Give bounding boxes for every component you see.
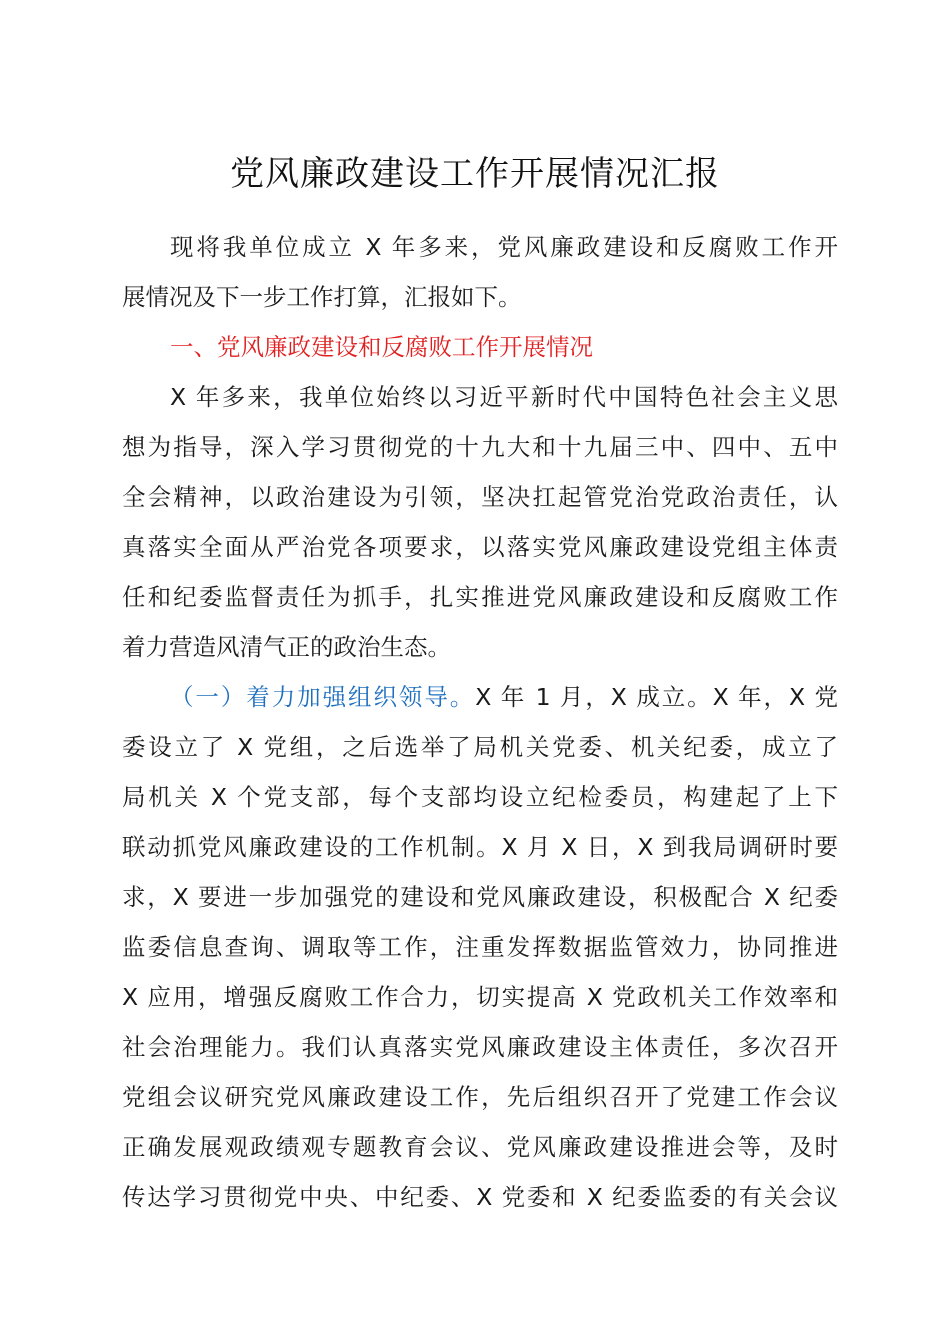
body-line: 传达学习贯彻党中央、中纪委、X 党委和 X 纪委监委的有关会议 [122, 1183, 838, 1211]
page-title: 党风廉政建设工作开展情况汇报 [230, 154, 720, 194]
subsection-text: X 年 1 月，X 成立。X 年，X 党 [475, 683, 838, 711]
subsection-heading: （一）着力加强组织领导。 [170, 683, 476, 711]
body-line: 委设立了 X 党组，之后选举了局机关党委、机关纪委，成立了 [122, 733, 838, 761]
subsection-first-line [170, 672, 838, 722]
body-line: 局机关 X 个党支部，每个支部均设立纪检委员，构建起了上下 [122, 783, 838, 811]
body-line: X 年多来，我单位始终以习近平新时代中国特色社会主义思 [170, 383, 838, 411]
body-line: 全会精神，以政治建设为引领，坚决扛起管党治党政治责任，认 [122, 483, 838, 511]
body-line: 党组会议研究党风廉政建设工作，先后组织召开了党建工作会议 [122, 1083, 838, 1111]
section-heading: 一、党风廉政建设和反腐败工作开展情况 [170, 333, 593, 361]
body-line: 着力营造风清气正的政治生态。 [122, 633, 451, 661]
body-line: X 应用，增强反腐败工作合力，切实提高 X 党政机关工作效率和 [122, 983, 838, 1011]
intro-line: 现将我单位成立 X 年多来，党风廉政建设和反腐败工作开 [170, 233, 838, 261]
body-line: 真落实全面从严治党各项要求，以落实党风廉政建设党组主体责 [122, 533, 838, 561]
body-line: 想为指导，深入学习贯彻党的十九大和十九届三中、四中、五中 [122, 433, 838, 461]
body-line: 社会治理能力。我们认真落实党风廉政建设主体责任，多次召开 [122, 1033, 838, 1061]
body-line: 联动抓党风廉政建设的工作机制。X 月 X 日，X 到我局调研时要 [122, 833, 838, 861]
body-line: 求，X 要进一步加强党的建设和党风廉政建设，积极配合 X 纪委 [122, 883, 838, 911]
body-line: 任和纪委监督责任为抓手，扎实推进党风廉政建设和反腐败工作 [122, 583, 838, 611]
intro-line: 展情况及下一步工作打算，汇报如下。 [122, 283, 522, 311]
body-line: 监委信息查询、调取等工作，注重发挥数据监管效力，协同推进 [122, 933, 838, 961]
body-line: 正确发展观政绩观专题教育会议、党风廉政建设推进会等，及时 [122, 1133, 838, 1161]
